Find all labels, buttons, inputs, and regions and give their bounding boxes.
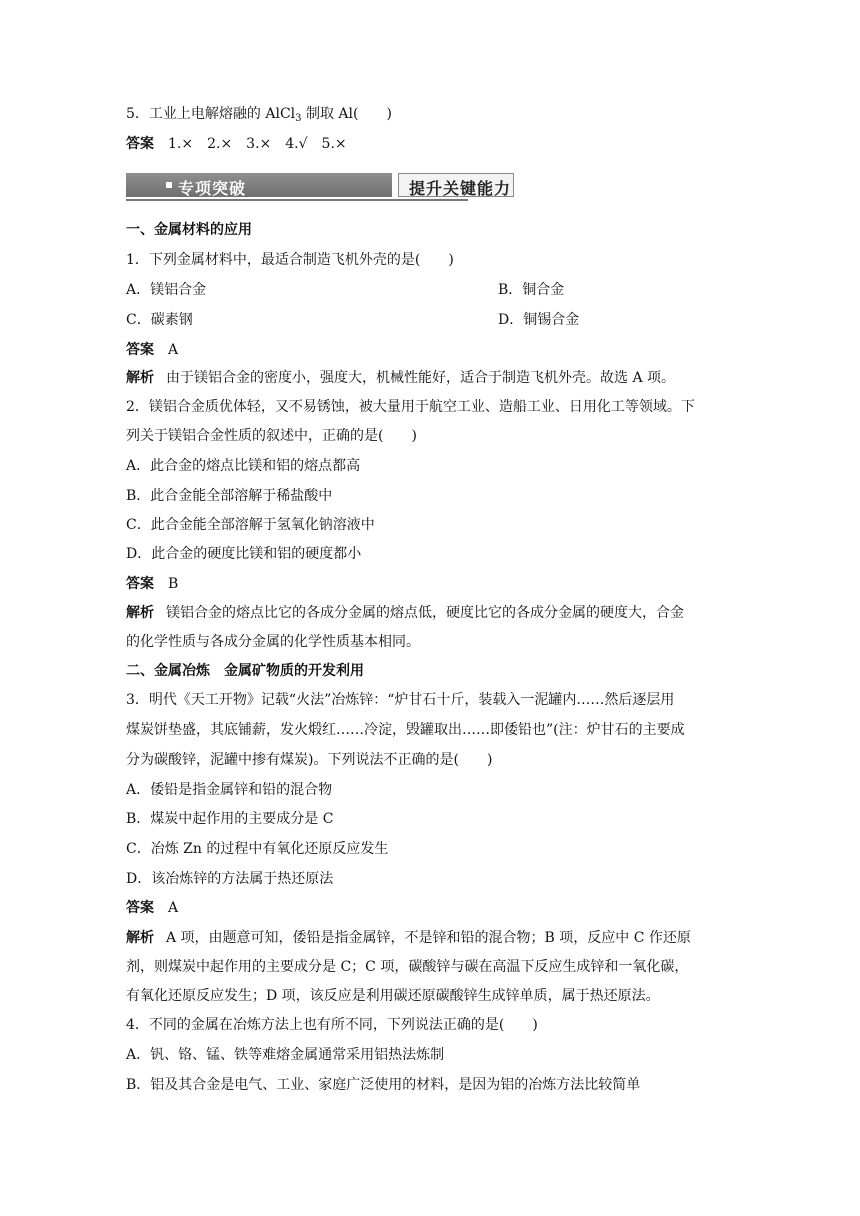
q3-analysis-line-2: 剂，则煤炭中起作用的主要成分是 C；C 项，碳酸锌与碳在高温下反应生成锌和一氧化碳， (126, 959, 689, 975)
q4-option-b: B．铝及其合金是电气、工业、家庭广泛使用的材料，是因为铝的冶炼方法比较简单 (126, 1077, 641, 1093)
q2-analysis-line-2: 的化学性质与各成分金属的化学性质基本相同。 (126, 634, 420, 650)
q2-analysis-line-1: 解析 镁铝合金的熔点比它的各成分金属的熔点低，硬度比它的各成分金属的硬度大，合金 (126, 605, 684, 621)
q1-options-row-1 (126, 280, 746, 300)
banner-left-label: 专项突破 (178, 179, 247, 198)
q3-analysis-line-3: 有氧化还原反应发生；D 项，该反应是利用碳还原碳酸锌生成锌单质，属于热还原法。 (126, 988, 660, 1004)
banner-dark (126, 173, 392, 197)
q2-option-a: A．此合金的熔点比镁和铝的熔点都高 (126, 458, 361, 474)
q2-option-d: D．此合金的硬度比镁和铝的硬度都小 (126, 546, 362, 562)
banner-right-label: 提升关键能力 (409, 179, 512, 198)
question-4-stem: 4．不同的金属在冶炼方法上也有所不同，下列说法正确的是( ) (126, 1017, 538, 1033)
q3-answer: 答案 A (126, 900, 179, 916)
banner-light (398, 173, 514, 197)
q3-option-c: C．冶炼 Zn 的过程中有氧化还原反应发生 (126, 841, 389, 857)
answers-line (126, 134, 746, 154)
q3-analysis-line-1: 解析 A 项，由题意可知，倭铅是指金属锌，不是锌和铅的混合物；B 项，反应中 C 作还原 (126, 930, 691, 946)
question-3-stem-line-2: 煤炭饼垫盛，其底铺薪，发火煅红……冷淀，毁罐取出……即倭铅也”(注：炉甘石的主要成 (126, 722, 685, 738)
q5-text: 5．工业上电解熔融的 AlCl (126, 106, 296, 122)
q2-answer: 答案 B (126, 576, 179, 592)
section-2-title: 二、金属冶炼 金属矿物质的开发利用 (126, 663, 364, 679)
question-3-stem-line-1: 3．明代《天工开物》记载“火法”冶炼锌：“炉甘石十斤，装载入一泥罐内……然后逐层用 (126, 692, 675, 708)
q3-option-d: D．该冶炼锌的方法属于热还原法 (126, 871, 334, 887)
section-1-title: 一、金属材料的应用 (126, 222, 252, 238)
q2-option-b: B．此合金能全部溶解于稀盐酸中 (126, 488, 333, 504)
q1-option-a: A．镁铝合金 (126, 282, 207, 298)
question-2-stem-line-2: 列关于镁铝合金性质的叙述中，正确的是( ) (126, 428, 417, 444)
question-3-stem-line-3: 分为碳酸锌，泥罐中掺有煤炭)。下列说法不正确的是( ) (126, 752, 493, 768)
q3-option-b: B．煤炭中起作用的主要成分是 C (126, 811, 334, 827)
q5-subscript: 3 (295, 113, 302, 124)
answers-text: 1.× 2.× 3.× 4.√ 5.× (168, 136, 347, 152)
banner-rule (126, 199, 468, 201)
q1-answer: 答案 A (126, 342, 179, 358)
q2-option-c: C．此合金能全部溶解于氢氧化钠溶液中 (126, 517, 375, 533)
q5-close: ) (386, 106, 392, 122)
q1-option-c: C．碳素钢 (126, 312, 193, 328)
question-5 (126, 104, 746, 129)
q4-option-a: A．钒、铬、锰、铁等难熔金属通常采用铝热法炼制 (126, 1047, 445, 1063)
q3-option-a: A．倭铅是指金属锌和铅的混合物 (126, 782, 333, 798)
q1-option-b: B．铜合金 (498, 282, 565, 298)
answer-label: 答案 (126, 136, 154, 152)
q5-tail: 制取 Al( (301, 106, 359, 122)
q1-analysis: 解析 由于镁铝合金的密度小，强度大，机械性能好，适合于制造飞机外壳。故选 A 项。 (126, 370, 676, 386)
question-1-stem: 1．下列金属材料中，最适合制造飞机外壳的是( ) (126, 252, 454, 268)
question-2-stem-line-1: 2．镁铝合金质优体轻，又不易锈蚀，被大量用于航空工业、造船工业、日用化工等领域。下 (126, 399, 695, 415)
q1-options-row-2 (126, 310, 746, 330)
banner-square-icon (166, 182, 172, 188)
section-banner (126, 173, 512, 201)
q1-option-d: D．铜锡合金 (498, 312, 580, 328)
